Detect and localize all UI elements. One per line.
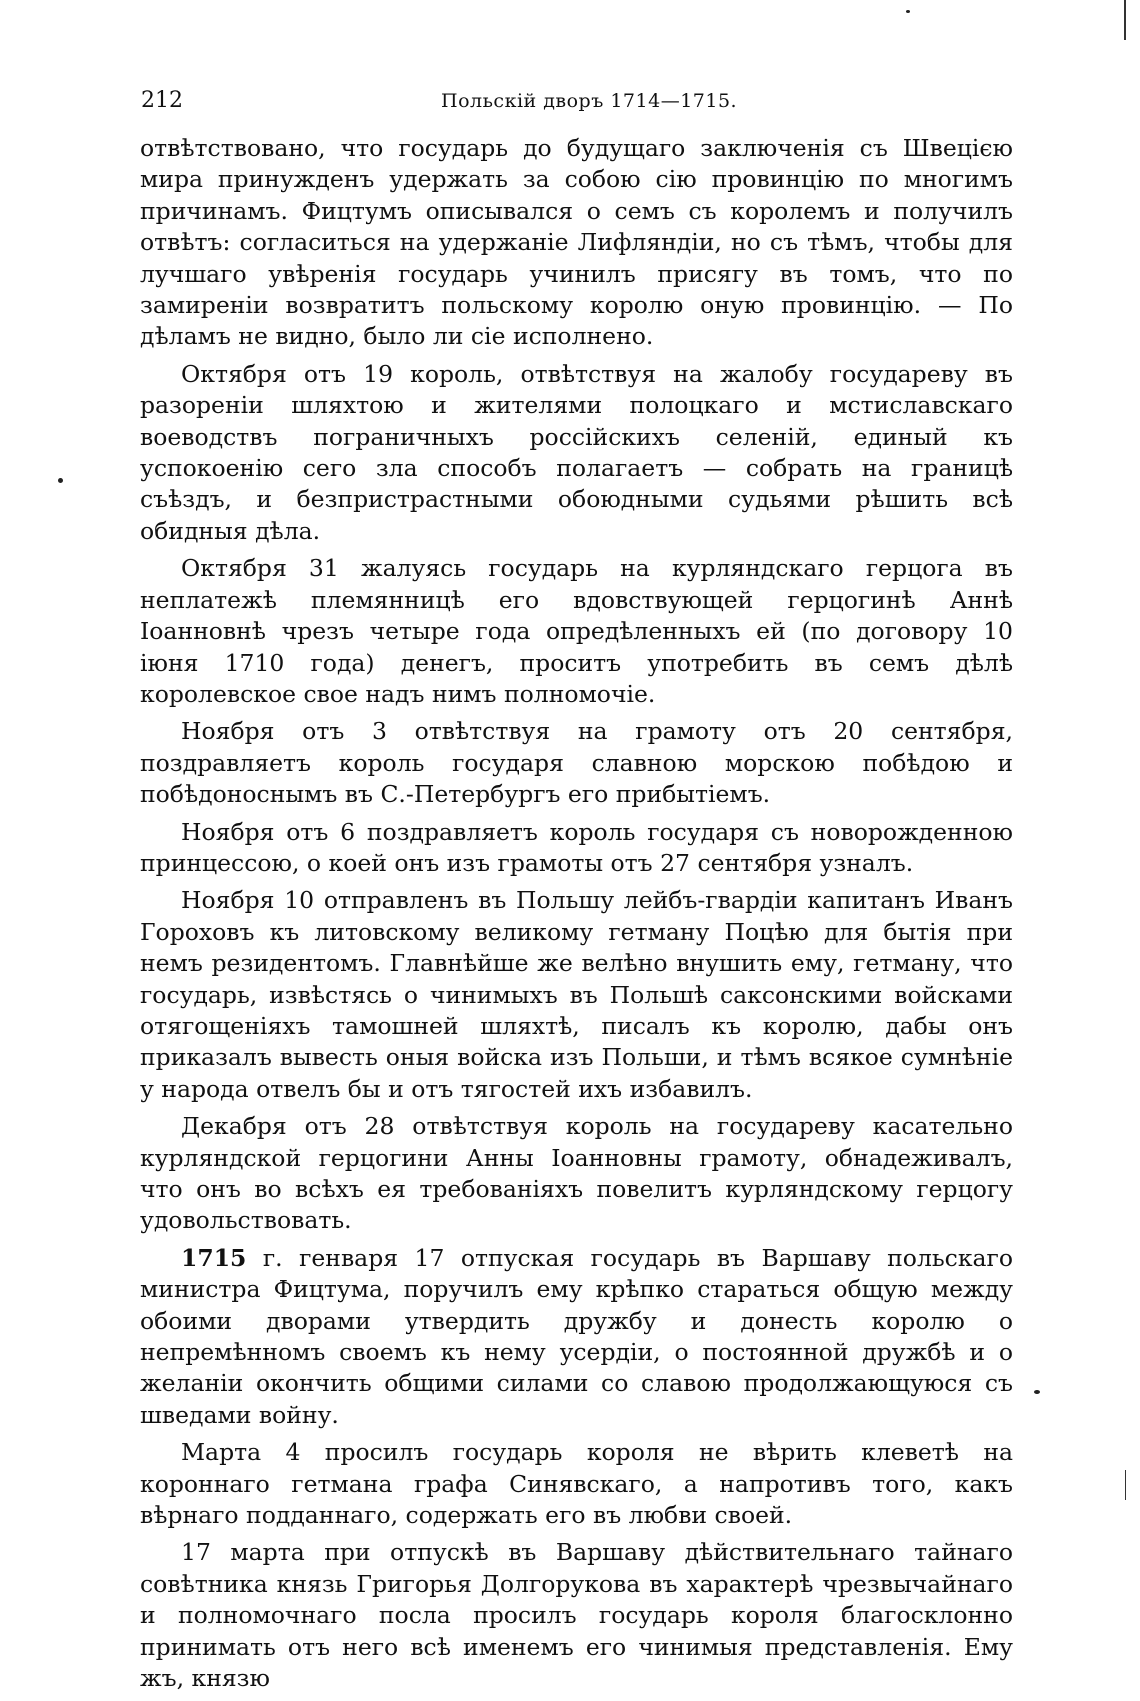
body-text <box>140 133 1013 1701</box>
year-1715: 1715 <box>181 1243 247 1272</box>
paragraph-3: Октября 31 жалуясь государь на курляндскаго герцога въ неплатежѣ племянницѣ его вдовствующей герцогинѣ Аннѣ Іоанновнѣ чрезъ четыре года опредѣленныхъ ей (по договору 10 іюня 1710 года) денегъ, проситъ употребить въ семъ дѣлѣ королевское свое надъ нимъ полномочіе. <box>140 554 1013 708</box>
paragraph-8-text: г. генваря 17 отпуская государь въ Варшаву польскаго министра Фицтума, поручилъ ему крѣпко стараться общую между обоими дворами утвердить дружбу и донесть королю о непремѣнномъ своемъ къ нему усердіи, о постоянной дружбѣ и о желаніи окончить общими силами со славою продолжающуюся съ шведами войну. <box>140 1243 1013 1429</box>
paragraph-10: 17 марта при отпускѣ въ Варшаву дѣйствительнаго тайнаго совѣтника князь Григорья Долгорукова въ характерѣ чрезвычайнаго и полномочнаго посла просилъ государь короля благосклонно принимать отъ него всѣ именемъ его чинимыя представленія. Ему жъ, князю <box>140 1538 1013 1693</box>
scan-edge-line <box>1124 0 1126 40</box>
paragraph-7: Декабря отъ 28 отвѣтствуя король на государеву касательно курляндской герцогини Анны Іоанновны грамоту, обнадеживалъ, что онъ во всѣхъ ея требованіяхъ повелитъ курляндскому герцогу удовольствовать. <box>140 1112 1013 1235</box>
scan-edge-line <box>1125 1470 1126 1500</box>
paragraph-6: Ноября 10 отправленъ въ Польшу лейбъ-гвардіи капитанъ Иванъ Гороховъ къ литовскому великому гетману Поцѣю для бытія при немъ резидентомъ. Главнѣйше же велѣно внушить ему, гетману, что государь, извѣстясь о чинимыхъ въ Польшѣ саксонскими войсками отягощеніяхъ тамошней шляхтѣ, писалъ къ королю, дабы онъ приказалъ вывесть оныя войска изъ Польши, и тѣмъ всякое сумнѣніе у народа отвелъ бы и отъ тягостей ихъ избавилъ. <box>140 886 1013 1103</box>
paragraph-2: Октября отъ 19 король, отвѣтствуя на жалобу государеву въ разореніи шляхтою и жителями полоцкаго и мстиславскаго воеводствъ пограничныхъ россійскихъ селеній, единый къ успокоенію сего зла способъ полагаетъ — собрать на границѣ съѣздъ, и безпристрастными обоюдными судьями рѣшить всѣ обидныя дѣла. <box>140 359 1013 545</box>
scan-speck <box>58 478 63 483</box>
running-title: Польскій дворъ 1714—1715. <box>441 90 738 112</box>
scan-speck <box>1034 1390 1040 1394</box>
page-header <box>141 88 1011 118</box>
scan-speck <box>906 10 910 13</box>
paragraph-4: Ноября отъ 3 отвѣтствуя на грамоту отъ 20 сентября, поздравляетъ король государя славною морскою побѣдою и побѣдоноснымъ въ С.-Петербургъ его прибытіемъ. <box>140 717 1013 809</box>
page-number: 212 <box>141 88 183 113</box>
paragraph-1: отвѣтствовано, что государь до будущаго заключенія съ Швецією мира принужденъ удержать за собою сію провинцію по многимъ причинамъ. Фицтумъ описывался о семъ съ королемъ и получилъ отвѣтъ: согласиться на удержаніе Лифляндіи, но съ тѣмъ, чтобы для лучшаго увѣренія государь учинилъ присягу въ томъ, что по замиреніи возвратитъ польскому королю оную провинцію. — По дѣламъ не видно, было ли сіе исполнено. <box>140 134 1013 351</box>
paragraph-5: Ноября отъ 6 поздравляетъ король государя съ новорожденною принцессою, о коей онъ изъ грамоты отъ 27 сентября узналъ. <box>140 817 1013 877</box>
paragraph-8 <box>140 1243 1013 1431</box>
paragraph-9: Марта 4 просилъ государь короля не вѣрить клеветѣ на короннаго гетмана графа Синявскаго, а напротивъ того, какъ вѣрнаго подданнаго, содержать его въ любви своей. <box>140 1438 1013 1530</box>
